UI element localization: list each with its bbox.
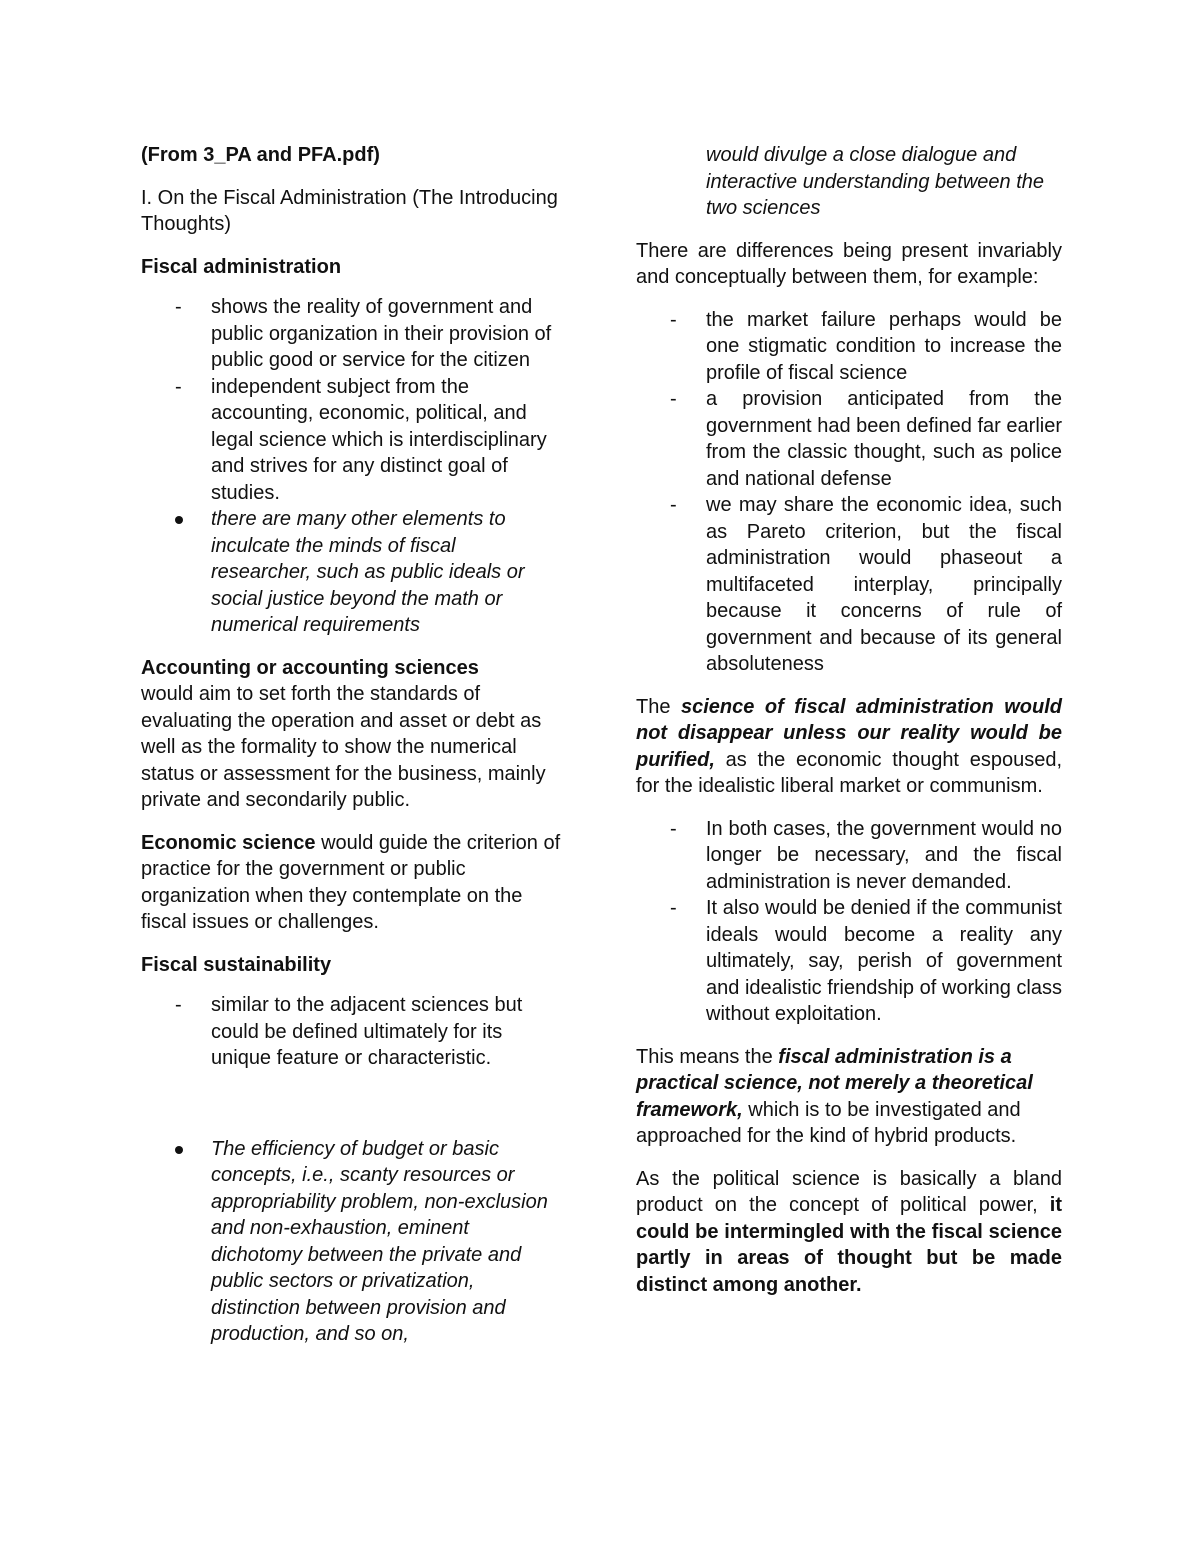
list-item: - similar to the adjacent sciences but could be defined ultimately for its unique feature or characteristic. xyxy=(175,994,523,1069)
bullet-icon xyxy=(175,516,183,524)
differences-list xyxy=(636,307,1062,678)
dash-marker: - xyxy=(670,817,677,840)
fiscal-admin-heading: Fiscal administration xyxy=(141,255,342,278)
list-item: - a provision anticipated from the government had been defined far earlier from the classic thought, such as police and national defense xyxy=(670,388,1062,490)
list-item: - we may share the economic idea, such as Pareto criterion, but the fiscal administration would phaseout a multifaceted interplay, principally because it concerns of rule of government and because of its general absoluteness xyxy=(670,494,1062,675)
list-item: - independent subject from the accounting, economic, political, and legal science which is interdisciplinary and strives for any distinct goal of studies. xyxy=(175,375,547,504)
continued-italic-text: would divulge a close dialogue and interactive understanding between the two sciences xyxy=(706,144,1045,219)
accounting-text: would aim to set forth the standards of evaluating the operation and asset or debt as well as the formality to show the numerical status or assessment for the business, mainly private and secondarily public. xyxy=(141,683,546,811)
dash-marker: - xyxy=(175,296,182,318)
right-column xyxy=(636,142,1062,1314)
list-item: - the market failure perhaps would be one stigmatic condition to increase the profile of fiscal science xyxy=(670,308,1062,384)
dash-marker: - xyxy=(670,308,677,331)
bullet-icon xyxy=(175,1146,183,1154)
dash-marker: - xyxy=(670,494,677,516)
science-paragraph: The science of fiscal administration would not disappear unless our reality would be purified, as the economic thought espoused, for the idealistic liberal market or communism. xyxy=(636,695,1062,797)
economic-term: Economic science xyxy=(141,831,316,854)
economic-text: would guide the criterion of practice for the government or public organization when they contemplate on the fiscal issues or challenges. xyxy=(141,831,561,933)
political-emphasis: it could be intermingled with the fiscal science partly in areas of thought but be made distinct among another. xyxy=(636,1194,1062,1296)
accounting-paragraph xyxy=(141,655,561,814)
spacer xyxy=(141,1088,561,1136)
economic-paragraph xyxy=(141,830,561,936)
section-title: I. On the Fiscal Administration (The Introducing Thoughts) xyxy=(141,186,558,235)
source-reference: (From 3_PA and PFA.pdf) xyxy=(141,144,380,166)
sustainability-heading: Fiscal sustainability xyxy=(141,953,332,976)
list-item: - shows the reality of government and public organization in their provision of public good or service for the citizen xyxy=(175,296,552,371)
political-paragraph: As the political science is basically a bland product on the concept of political power, it could be intermingled with the fiscal science partly in areas of thought but be made distinct among another. xyxy=(636,1167,1062,1296)
sustainability-list xyxy=(141,992,561,1072)
means-emphasis: fiscal administration is a practical science, not merely a theoretical framework, xyxy=(636,1045,1033,1121)
accounting-heading: Accounting or accounting sciences xyxy=(141,656,479,679)
list-item: there are many other elements to inculcate the minds of fiscal researcher, such as public ideals or social justice beyond the math or numerical requirements xyxy=(141,506,561,639)
efficiency-bullet-list xyxy=(141,1136,561,1348)
fiscal-admin-list xyxy=(141,294,561,506)
dash-marker: - xyxy=(670,897,677,919)
cases-list xyxy=(636,816,1062,1028)
list-item: The efficiency of budget or basic concepts, i.e., scanty resources or appropriability problem, non-exclusion and non-exhaustion, eminent dichotomy between the private and public sectors or privatization, distinction between provision and production, and so on, xyxy=(141,1136,561,1348)
list-item: - In both cases, the government would no longer be necessary, and the fiscal administration is never demanded. xyxy=(670,817,1062,893)
fiscal-admin-bullet-list xyxy=(141,506,561,639)
science-emphasis: science of fiscal administration would not disappear unless our reality would be purified, xyxy=(636,695,1062,771)
dash-marker: - xyxy=(670,388,677,410)
means-paragraph: This means the fiscal administration is a practical science, not merely a theoretical framework, which is to be investigated and approached for the kind of hybrid products. xyxy=(636,1045,1033,1147)
dash-marker: - xyxy=(175,375,182,398)
list-item: - It also would be denied if the communist ideals would become a reality any ultimately, say, perish of government and idealistic friendship of working class without exploitation. xyxy=(670,897,1062,1025)
left-column xyxy=(141,142,561,1364)
dash-marker: - xyxy=(175,994,182,1016)
differences-paragraph: There are differences being present invariably and conceptually between them, for example: xyxy=(636,239,1062,288)
